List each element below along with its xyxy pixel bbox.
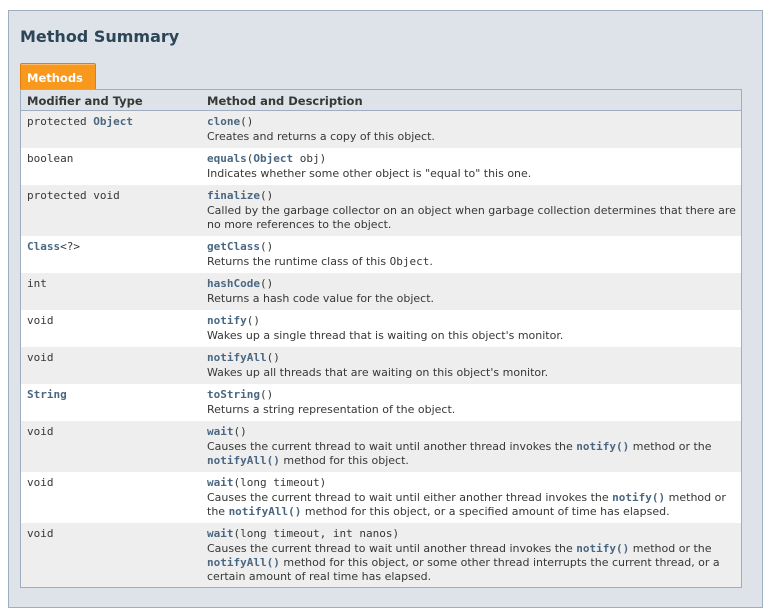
type-suffix: <?> [60,240,80,253]
method-params: () [266,351,280,364]
table-row [21,347,741,384]
description-text: method or the [629,542,712,555]
method-description [207,255,737,269]
method-params: ( [246,152,254,165]
table-row [21,273,741,310]
method-params: () [246,314,260,327]
modifier-text: void [27,314,54,327]
modifier-cell [21,148,200,185]
method-signature [207,115,737,128]
method-description [207,440,737,468]
method-params: () [233,425,247,438]
method-link[interactable]: equals [207,152,247,165]
method-summary-table [20,89,742,588]
description-text: method for this object. [279,454,409,467]
description-text: Returns the runtime class of this [207,255,390,268]
modifier-cell [21,347,200,384]
method-description [207,329,737,343]
method-link[interactable]: finalize [207,189,260,202]
tab-methods[interactable]: Methods [20,63,96,90]
section-heading: Method Summary [20,27,180,46]
method-cell [200,310,741,347]
column-header-modifier: Modifier and Type [27,94,143,108]
modifier-cell [21,310,200,347]
table-row [21,310,741,347]
modifier-text: void [27,527,54,540]
modifier-text: void [27,351,54,364]
description-text: method or the [207,491,726,518]
method-signature [207,314,737,327]
notifyall-link[interactable]: notifyAll() [228,505,302,518]
method-link[interactable]: hashCode [207,277,260,290]
modifier-cell [21,273,200,310]
table-row [21,472,741,523]
description-text: Causes the current thread to wait until either another thread invokes the [207,491,613,504]
method-link[interactable]: wait [207,476,234,489]
method-link[interactable]: getClass [207,240,260,253]
method-signature [207,351,737,364]
modifier-text: void [27,425,54,438]
method-description [207,204,737,232]
type-link[interactable]: Object [93,115,133,128]
table-row [21,421,741,472]
method-params: (long timeout) [233,476,327,489]
table-header [21,89,741,111]
method-link[interactable]: notify [207,314,247,327]
method-description [207,366,737,380]
notify-link[interactable]: notify() [576,440,630,453]
method-link[interactable]: wait [207,527,234,540]
description-text: Called by the garbage collector on an object when garbage collection determines that there are no more references to the object. [207,204,736,231]
method-params: () [240,115,254,128]
description-text: Returns a string representation of the object. [207,403,456,416]
method-params: (long timeout, int nanos) [233,527,400,540]
table-row [21,384,741,421]
notify-link[interactable]: notify() [576,542,630,555]
modifier-text: protected [27,115,94,128]
modifier-cell [21,111,200,148]
method-cell [200,185,741,236]
description-text: Wakes up all threads that are waiting on this object's monitor. [207,366,549,379]
method-description [207,130,737,144]
description-text: Causes the current thread to wait until another thread invokes the [207,542,577,555]
method-link[interactable]: wait [207,425,234,438]
method-signature [207,527,737,540]
description-text: Creates and returns a copy of this object. [207,130,435,143]
param-type-link[interactable]: Object [253,152,294,165]
notifyall-link[interactable]: notifyAll() [207,556,280,569]
method-description [207,542,737,584]
table-row [21,523,741,587]
description-text: method for this object, or a specified amount of time has elapsed. [301,505,670,518]
method-signature [207,425,737,438]
method-cell [200,472,741,523]
modifier-cell [21,384,200,421]
modifier-text: protected void [27,189,120,202]
method-cell [200,384,741,421]
table-row [21,236,741,273]
method-params-tail: obj) [293,152,327,165]
method-cell [200,236,741,273]
description-text: method for this object, or some other thread interrupts the current thread, or a certain amount of real time has elapsed. [207,556,720,583]
notifyall-link[interactable]: notifyAll() [207,454,280,467]
table-row [21,111,741,148]
method-params: () [259,240,274,253]
modifier-cell [21,421,200,472]
method-link[interactable]: clone [207,115,241,128]
method-cell [200,273,741,310]
method-signature [207,388,737,401]
description-text: method or the [629,440,712,453]
column-header-method: Method and Description [207,94,363,108]
method-summary-panel [8,10,763,608]
description-text: Indicates whether some other object is "equal to" this one. [207,167,532,180]
method-link[interactable]: toString [207,388,260,401]
type-link[interactable]: String [27,388,67,401]
method-cell [200,111,741,148]
type-link[interactable]: Class [27,240,61,253]
method-params: () [259,189,274,202]
modifier-text: boolean [27,152,74,165]
method-params: () [259,388,274,401]
table-row [21,185,741,236]
method-description [207,491,737,519]
method-signature [207,277,737,290]
method-cell [200,523,741,587]
modifier-text: void [27,476,54,489]
modifier-cell [21,185,200,236]
description-text: Returns a hash code value for the object. [207,292,435,305]
method-params: () [259,277,274,290]
method-signature [207,189,737,202]
method-description [207,292,737,306]
code-text: Object [389,255,430,268]
method-link[interactable]: notifyAll [207,351,267,364]
method-cell [200,347,741,384]
method-signature [207,240,737,253]
method-signature [207,476,737,489]
method-signature [207,152,737,165]
notify-link[interactable]: notify() [612,491,666,504]
modifier-cell [21,472,200,523]
description-text: . [429,255,433,268]
method-description [207,167,737,181]
method-description [207,403,737,417]
method-cell [200,148,741,185]
description-text: Causes the current thread to wait until another thread invokes the [207,440,577,453]
modifier-text: int [27,277,47,290]
table-row [21,148,741,185]
table-body [21,111,741,587]
modifier-cell [21,523,200,587]
method-cell [200,421,741,472]
description-text: Wakes up a single thread that is waiting on this object's monitor. [207,329,564,342]
modifier-cell [21,236,200,273]
